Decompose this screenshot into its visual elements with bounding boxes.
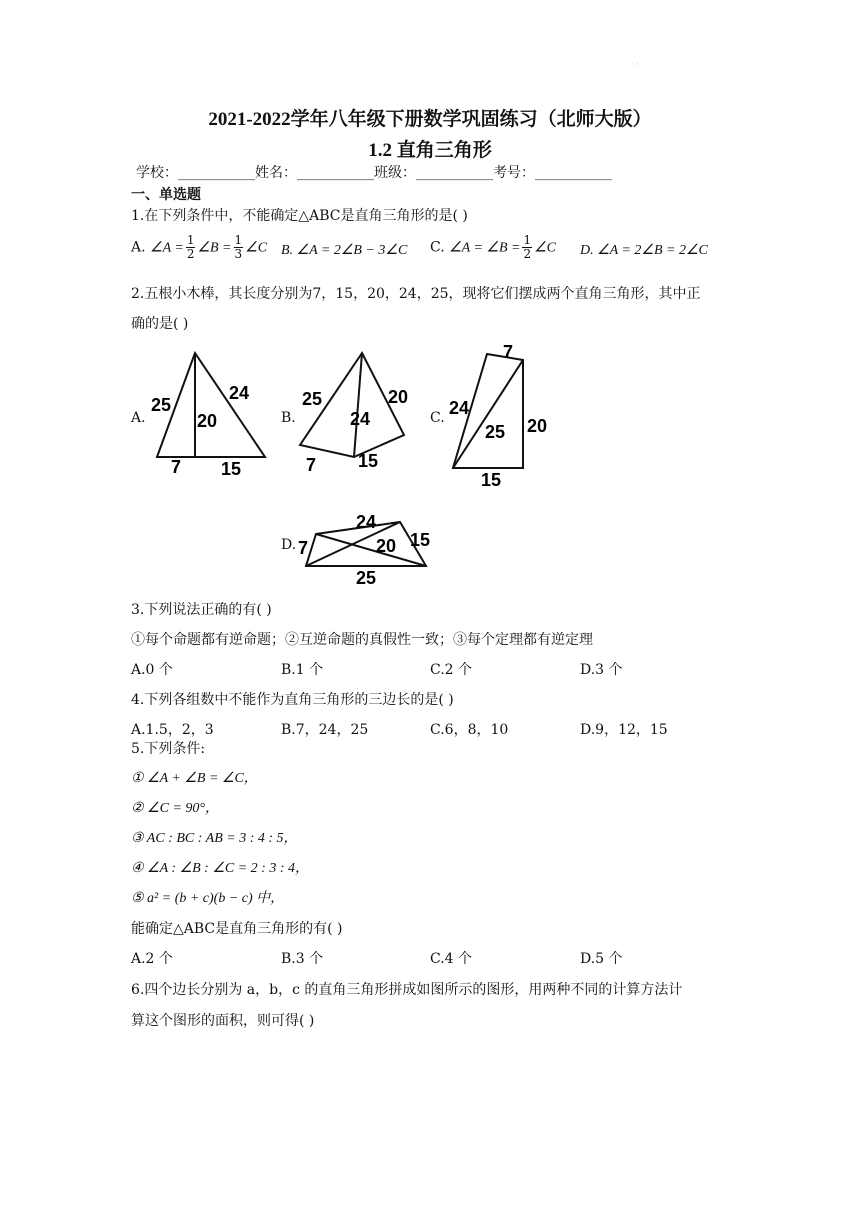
q2-label-d: D. [281,537,297,553]
q1-option-c: C. ∠A = ∠B = $\frac{1}{2}$ ∠C [430,233,557,261]
q2-stem-line1: 2.五根小木棒，其长度分别为7，15，20，24，25，现将它们摆成两个直角三角形，其中正 [131,286,701,302]
q5-option-c: C.4 个 [430,951,473,967]
q4-option-c: C.6，8，10 [430,722,509,738]
fig-c-label-15: 15 [481,470,502,490]
fig-a-label-15: 15 [221,459,242,479]
q6-stem-line2: 算这个图形的面积，则可得( ) [131,1013,315,1029]
doc-title: 2021-2022学年八年级下册数学巩固练习（北师大版） [208,109,652,130]
q5-conclusion: 能确定△ABC是直角三角形的有( ) [131,921,343,937]
q3-option-d: D.3 个 [580,662,623,678]
q6-stem-line1: 6.四个边长分别为 a，b，c 的直角三角形拼成如图所示的图形，用两种不同的计算方法计 [131,982,683,998]
section-heading: 一、单选题 [131,187,201,203]
q2-label-c: C. [430,410,445,426]
q2-label-b: B. [281,410,296,426]
fig-c-label-7: 7 [503,342,514,362]
q5-item-1: ① ∠A + ∠B = ∠C， [131,771,258,786]
q3-option-c: C.2 个 [430,662,473,678]
q3-stem: 3.下列说法正确的有( ) [131,602,272,618]
q4-option-b: B.7，24，25 [281,722,369,738]
q1-option-a: A. ∠A = $\frac{1}{2}$ ∠B = $\frac{1}{3}$ ∠C [131,233,268,261]
fig-a-label-20: 20 [197,411,218,431]
q1-option-d: D. ∠A = 2∠B = 2∠C [580,243,708,258]
fig-c-label-20: 20 [527,416,548,436]
q5-item-2: ② ∠C = 90°， [131,801,219,816]
fig-b-label-25: 25 [302,389,323,409]
q3-statements: ①每个命题都有逆命题；②互逆命题的真假性一致；③每个定理都有逆定理 [131,632,593,648]
q2-label-a: A. [131,410,146,426]
fig-c-label-25: 25 [485,422,506,442]
q1-option-c-label: C. [430,239,445,256]
fig-b-label-7: 7 [306,455,317,475]
q3-option-a: A.0 个 [131,662,173,678]
q3-option-b: B.1 个 [281,662,324,678]
q2-figure-a [145,345,275,480]
doc-subtitle: 1.2 直角三角形 [368,140,492,161]
page-dot: · [636,60,639,69]
q1-option-a-label: A. [131,239,146,256]
fig-a-label-24: 24 [229,383,250,403]
fig-d-label-15: 15 [410,530,431,550]
fig-b-label-20: 20 [388,387,409,407]
q5-item-4: ④ ∠A : ∠B : ∠C = 2 : 3 : 4， [131,861,309,876]
q5-option-d: D.5 个 [580,951,623,967]
q1-option-b: B. ∠A = 2∠B − 3∠C [281,243,408,258]
fig-b-label-24: 24 [350,409,371,429]
fig-a-label-7: 7 [171,457,182,477]
student-info-line: 学校：___________姓名：___________班级：___________考号：___________ [136,165,612,181]
q5-option-b: B.3 个 [281,951,324,967]
q4-option-d: D.9，12，15 [580,722,668,738]
q4-option-a: A.1.5，2，3 [131,722,214,738]
fig-d-label-24: 24 [356,512,377,532]
fig-d-label-25: 25 [356,568,377,588]
fig-c-label-24: 24 [449,398,470,418]
q2-stem-line2: 确的是( ) [131,316,189,332]
q5-item-5: ⑤ a² = (b + c)(b − c) 中， [131,891,285,906]
q5-option-a: A.2 个 [131,951,173,967]
q4-stem: 4.下列各组数中不能作为直角三角形的三边长的是( ) [131,692,454,708]
fig-d-label-20: 20 [376,536,397,556]
fig-d-label-7: 7 [298,538,309,558]
fig-b-label-15: 15 [358,451,379,471]
q2-figure-b [292,345,422,480]
q5-item-3: ③ AC : BC : AB = 3 : 4 : 5， [131,831,298,846]
q5-stem: 5.下列条件: [131,741,206,757]
q2-figure-d [296,508,446,590]
q2-figure-c [445,340,555,490]
q1-stem: 1.在下列条件中，不能确定△ABC是直角三角形的是( ) [131,208,468,224]
fig-a-label-25: 25 [151,395,172,415]
